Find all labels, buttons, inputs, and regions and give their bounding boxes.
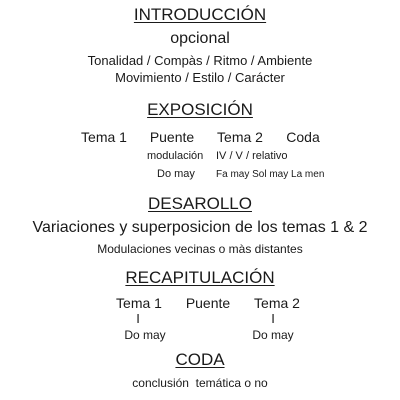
exposicion-item-tema-2: Tema 2 [217, 129, 263, 145]
recapitulacion-key-right: Do may [252, 328, 294, 342]
intro-line-2: Movimiento / Estilo / Carácter [115, 70, 285, 85]
exposicion-item-puente: Puente [149, 129, 195, 145]
exposicion-item-coda: Coda [286, 129, 320, 145]
coda-heading: CODA [175, 350, 225, 369]
recapitulacion-key-left: Do may [124, 328, 166, 342]
intro-subheading: opcional [170, 30, 230, 47]
desarollo-line-2: Modulaciones vecinas o màs distantes [97, 242, 303, 256]
recapitulacion-item-tema-2: Tema 2 [254, 295, 300, 311]
recapitulacion-mark-left: I [136, 311, 140, 326]
intro-heading: INTRODUCCIÓN [133, 5, 267, 24]
exposicion-item-tema-1: Tema 1 [81, 129, 127, 145]
recapitulacion-item-puente: Puente [185, 295, 231, 311]
desarollo-heading: DESAROLLO [148, 194, 252, 213]
recapitulacion-heading: RECAPITULACIÓN [125, 268, 275, 287]
desarollo-line-1: Variaciones y superposicion de los temas 1 & 2 [32, 219, 368, 236]
exposicion-note-modulacion: modulación [147, 150, 204, 162]
exposicion-key-do-may: Do may [157, 168, 195, 180]
coda-line-1: conclusión temática o no [132, 376, 268, 390]
exposicion-note-degrees: IV / V / relativo [216, 150, 288, 162]
exposicion-heading: EXPOSICIÓN [147, 100, 253, 119]
recapitulacion-mark-right: I [271, 311, 275, 326]
recapitulacion-item-tema-1: Tema 1 [116, 295, 162, 311]
exposicion-keys-targets: Fa may Sol may La men [216, 169, 325, 180]
intro-line-1: Tonalidad / Compàs / Ritmo / Ambiente [87, 53, 313, 68]
